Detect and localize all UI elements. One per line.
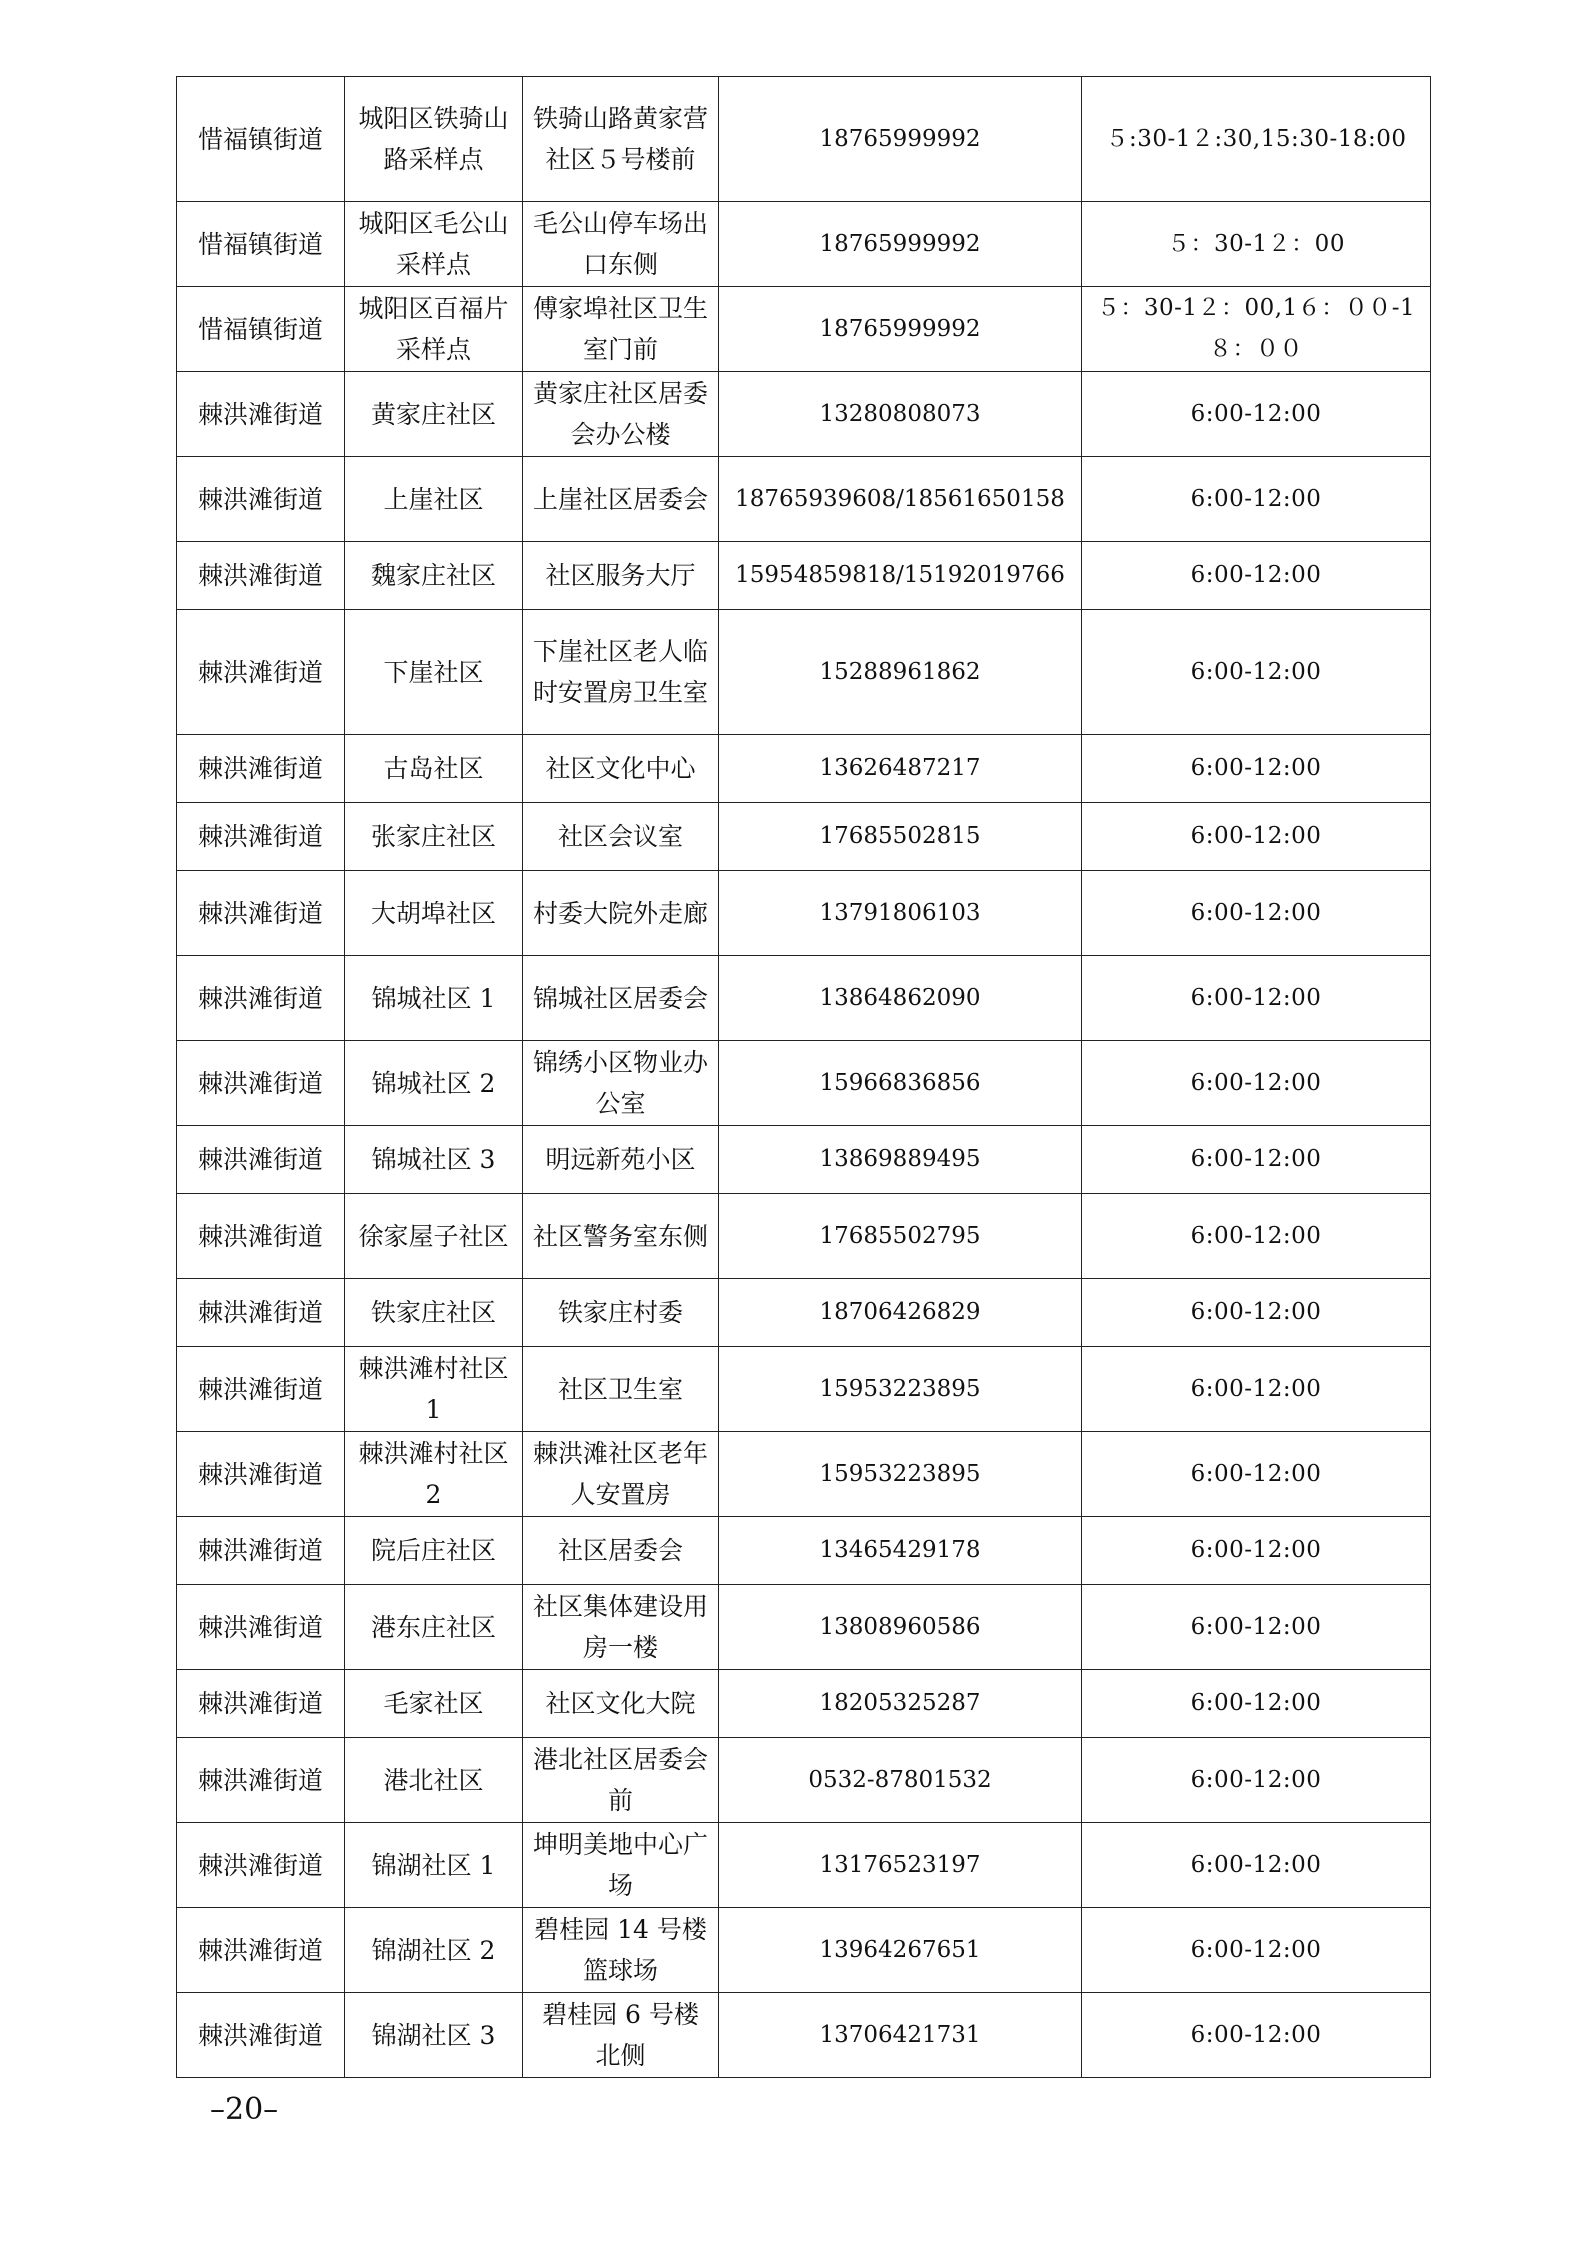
table-row [177, 1126, 1431, 1194]
street-cell: 棘洪滩街道 [177, 610, 345, 735]
street-cell: 棘洪滩街道 [177, 1194, 345, 1279]
hours-cell: 6:00-12:00 [1082, 1670, 1431, 1738]
street-cell: 棘洪滩街道 [177, 457, 345, 542]
street-cell: 棘洪滩街道 [177, 1738, 345, 1823]
location-cell: 铁骑山路黄家营社区５号楼前 [523, 77, 719, 202]
hours-cell: 6:00-12:00 [1082, 457, 1431, 542]
hours-cell: 6:00-12:00 [1082, 542, 1431, 610]
site-cell: 棘洪滩村社区 1 [345, 1347, 523, 1432]
street-cell: 棘洪滩街道 [177, 1670, 345, 1738]
table-row [177, 610, 1431, 735]
phone-cell: 13706421731 [719, 1993, 1082, 2078]
hours-cell: 6:00-12:00 [1082, 1908, 1431, 1993]
phone-cell: 15288961862 [719, 610, 1082, 735]
location-cell: 傅家埠社区卫生室门前 [523, 287, 719, 372]
hours-cell: 6:00-12:00 [1082, 1738, 1431, 1823]
table-row [177, 1670, 1431, 1738]
hours-cell: 6:00-12:00 [1082, 1041, 1431, 1126]
hours-cell: 6:00-12:00 [1082, 1823, 1431, 1908]
street-cell: 棘洪滩街道 [177, 1041, 345, 1126]
phone-cell: 13626487217 [719, 735, 1082, 803]
hours-cell: 6:00-12:00 [1082, 956, 1431, 1041]
hours-cell: 6:00-12:00 [1082, 610, 1431, 735]
site-cell: 锦湖社区 3 [345, 1993, 523, 2078]
street-cell: 棘洪滩街道 [177, 735, 345, 803]
location-cell: 社区文化大院 [523, 1670, 719, 1738]
phone-cell: 18765999992 [719, 202, 1082, 287]
phone-cell: 15953223895 [719, 1347, 1082, 1432]
location-cell: 锦绣小区物业办公室 [523, 1041, 719, 1126]
table-body [177, 77, 1431, 2078]
hours-cell: 6:00-12:00 [1082, 1517, 1431, 1585]
location-cell: 社区会议室 [523, 803, 719, 871]
street-cell: 棘洪滩街道 [177, 1823, 345, 1908]
page-number: –20– [210, 2092, 279, 2127]
site-cell: 大胡埠社区 [345, 871, 523, 956]
street-cell: 棘洪滩街道 [177, 1432, 345, 1517]
site-cell: 港东庄社区 [345, 1585, 523, 1670]
table-row [177, 1908, 1431, 1993]
phone-cell: 17685502815 [719, 803, 1082, 871]
hours-cell: 6:00-12:00 [1082, 372, 1431, 457]
site-cell: 魏家庄社区 [345, 542, 523, 610]
street-cell: 惜福镇街道 [177, 202, 345, 287]
table-row [177, 372, 1431, 457]
table-row [177, 1432, 1431, 1517]
street-cell: 惜福镇街道 [177, 287, 345, 372]
phone-cell: 13280808073 [719, 372, 1082, 457]
table-row [177, 1738, 1431, 1823]
location-cell: 社区警务室东侧 [523, 1194, 719, 1279]
phone-cell: 13791806103 [719, 871, 1082, 956]
phone-cell: 15966836856 [719, 1041, 1082, 1126]
table-row [177, 735, 1431, 803]
street-cell: 棘洪滩街道 [177, 1908, 345, 1993]
site-cell: 城阳区铁骑山路采样点 [345, 77, 523, 202]
hours-cell: 6:00-12:00 [1082, 1993, 1431, 2078]
hours-cell: 6:00-12:00 [1082, 871, 1431, 956]
hours-cell: 6:00-12:00 [1082, 735, 1431, 803]
site-cell: 古岛社区 [345, 735, 523, 803]
location-cell: 棘洪滩社区老年人安置房 [523, 1432, 719, 1517]
location-cell: 碧桂园 6 号楼北侧 [523, 1993, 719, 2078]
table-row [177, 287, 1431, 372]
hours-cell: ５：30-1２：00,1６：００-1８：００ [1082, 287, 1431, 372]
table-row [177, 871, 1431, 956]
table-row [177, 803, 1431, 871]
hours-cell: 6:00-12:00 [1082, 1126, 1431, 1194]
phone-cell: 13465429178 [719, 1517, 1082, 1585]
table-row [177, 1993, 1431, 2078]
location-cell: 明远新苑小区 [523, 1126, 719, 1194]
phone-cell: 13964267651 [719, 1908, 1082, 1993]
table-row [177, 1517, 1431, 1585]
hours-cell: 6:00-12:00 [1082, 1432, 1431, 1517]
location-cell: 村委大院外走廊 [523, 871, 719, 956]
location-cell: 毛公山停车场出口东侧 [523, 202, 719, 287]
sampling-sites-table [176, 76, 1431, 2078]
hours-cell: 6:00-12:00 [1082, 1347, 1431, 1432]
table-row [177, 1585, 1431, 1670]
street-cell: 棘洪滩街道 [177, 542, 345, 610]
location-cell: 社区集体建设用房一楼 [523, 1585, 719, 1670]
location-cell: 社区卫生室 [523, 1347, 719, 1432]
location-cell: 上崖社区居委会 [523, 457, 719, 542]
hours-cell: 6:00-12:00 [1082, 803, 1431, 871]
table-row [177, 1194, 1431, 1279]
location-cell: 锦城社区居委会 [523, 956, 719, 1041]
table-row [177, 1041, 1431, 1126]
phone-cell: 18765999992 [719, 287, 1082, 372]
phone-cell: 18765939608/18561650158 [719, 457, 1082, 542]
table-row [177, 202, 1431, 287]
location-cell: 坤明美地中心广场 [523, 1823, 719, 1908]
street-cell: 棘洪滩街道 [177, 1347, 345, 1432]
phone-cell: 15954859818/15192019766 [719, 542, 1082, 610]
phone-cell: 17685502795 [719, 1194, 1082, 1279]
hours-cell: 6:00-12:00 [1082, 1279, 1431, 1347]
site-cell: 徐家屋子社区 [345, 1194, 523, 1279]
phone-cell: 18765999992 [719, 77, 1082, 202]
phone-cell: 18706426829 [719, 1279, 1082, 1347]
street-cell: 棘洪滩街道 [177, 1585, 345, 1670]
site-cell: 锦城社区 2 [345, 1041, 523, 1126]
site-cell: 毛家社区 [345, 1670, 523, 1738]
phone-cell: 13808960586 [719, 1585, 1082, 1670]
location-cell: 港北社区居委会前 [523, 1738, 719, 1823]
location-cell: 碧桂园 14 号楼篮球场 [523, 1908, 719, 1993]
site-cell: 铁家庄社区 [345, 1279, 523, 1347]
hours-cell: 6:00-12:00 [1082, 1194, 1431, 1279]
site-cell: 下崖社区 [345, 610, 523, 735]
street-cell: 棘洪滩街道 [177, 871, 345, 956]
table-row [177, 457, 1431, 542]
site-cell: 棘洪滩村社区 2 [345, 1432, 523, 1517]
street-cell: 棘洪滩街道 [177, 372, 345, 457]
table-row [177, 1823, 1431, 1908]
table-row [177, 77, 1431, 202]
phone-cell: 13176523197 [719, 1823, 1082, 1908]
location-cell: 黄家庄社区居委会办公楼 [523, 372, 719, 457]
table-row [177, 956, 1431, 1041]
hours-cell: 6:00-12:00 [1082, 1585, 1431, 1670]
location-cell: 社区居委会 [523, 1517, 719, 1585]
phone-cell: 0532-87801532 [719, 1738, 1082, 1823]
phone-cell: 18205325287 [719, 1670, 1082, 1738]
location-cell: 下崖社区老人临时安置房卫生室 [523, 610, 719, 735]
phone-cell: 13864862090 [719, 956, 1082, 1041]
site-cell: 港北社区 [345, 1738, 523, 1823]
street-cell: 棘洪滩街道 [177, 1993, 345, 2078]
table-row [177, 1279, 1431, 1347]
site-cell: 城阳区百福片采样点 [345, 287, 523, 372]
street-cell: 棘洪滩街道 [177, 1517, 345, 1585]
street-cell: 棘洪滩街道 [177, 1126, 345, 1194]
street-cell: 棘洪滩街道 [177, 1279, 345, 1347]
site-cell: 张家庄社区 [345, 803, 523, 871]
hours-cell: ５：30-1２：00 [1082, 202, 1431, 287]
street-cell: 惜福镇街道 [177, 77, 345, 202]
site-cell: 黄家庄社区 [345, 372, 523, 457]
site-cell: 锦城社区 3 [345, 1126, 523, 1194]
table-row [177, 1347, 1431, 1432]
site-cell: 院后庄社区 [345, 1517, 523, 1585]
site-cell: 城阳区毛公山采样点 [345, 202, 523, 287]
phone-cell: 13869889495 [719, 1126, 1082, 1194]
site-cell: 锦湖社区 2 [345, 1908, 523, 1993]
location-cell: 社区服务大厅 [523, 542, 719, 610]
street-cell: 棘洪滩街道 [177, 803, 345, 871]
phone-cell: 15953223895 [719, 1432, 1082, 1517]
site-cell: 锦湖社区 1 [345, 1823, 523, 1908]
site-cell: 锦城社区 1 [345, 956, 523, 1041]
location-cell: 社区文化中心 [523, 735, 719, 803]
street-cell: 棘洪滩街道 [177, 956, 345, 1041]
site-cell: 上崖社区 [345, 457, 523, 542]
hours-cell: ５:30-1２:30,15:30-18:00 [1082, 77, 1431, 202]
location-cell: 铁家庄村委 [523, 1279, 719, 1347]
table-row [177, 542, 1431, 610]
